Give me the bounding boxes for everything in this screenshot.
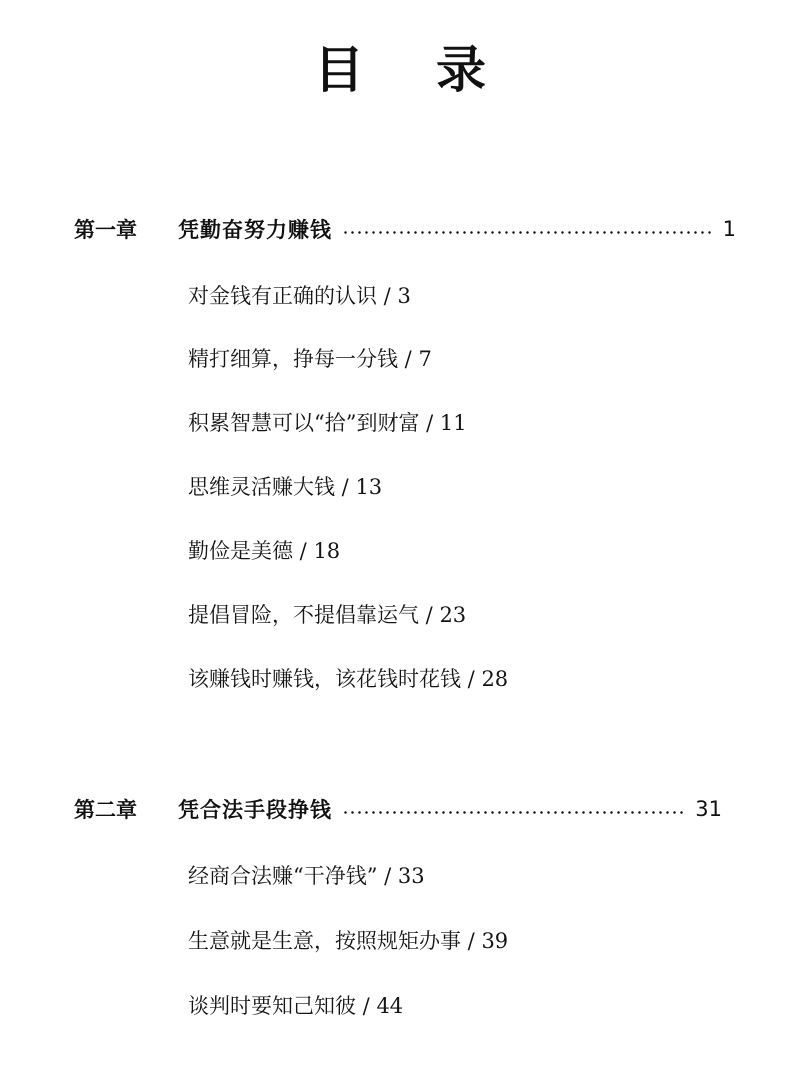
chapter-title: 凭勤奋努力赚钱	[178, 218, 332, 242]
toc-entry[interactable]	[188, 664, 508, 694]
dot-leader	[342, 811, 687, 814]
entry-title: 积累智慧可以“拾”到财富	[188, 411, 420, 435]
entry-separator: /	[461, 929, 482, 953]
entry-separator: /	[398, 347, 419, 371]
entry-title: 提倡冒险，不提倡靠运气	[188, 603, 419, 627]
toc-entry[interactable]	[188, 344, 432, 374]
chapter-heading[interactable]	[74, 214, 736, 244]
entry-title: 生意就是生意，按照规矩办事	[188, 929, 461, 953]
toc-entry[interactable]	[188, 861, 425, 891]
entry-page-number: 33	[397, 864, 425, 888]
page-title	[0, 40, 800, 100]
entry-separator: /	[461, 667, 482, 691]
toc-entry[interactable]	[188, 536, 340, 566]
chapter-page-number: 1	[722, 217, 736, 241]
entry-title: 该赚钱时赚钱，该花钱时花钱	[188, 667, 461, 691]
entry-title: 谈判时要知己知彼	[188, 994, 356, 1018]
entry-title: 勤俭是美德	[188, 539, 293, 563]
entry-page-number: 13	[355, 475, 383, 499]
entry-separator: /	[293, 539, 314, 563]
chapter-page-number: 31	[695, 797, 722, 821]
entry-page-number: 18	[313, 539, 341, 563]
entry-separator: /	[419, 411, 440, 435]
entry-page-number: 11	[439, 411, 467, 435]
entry-title: 精打细算，挣每一分钱	[188, 347, 398, 371]
entry-page-number: 7	[418, 347, 432, 371]
entry-page-number: 3	[397, 284, 411, 308]
toc-entry[interactable]	[188, 408, 467, 438]
entry-title: 思维灵活赚大钱	[188, 475, 335, 499]
chapter-heading[interactable]	[74, 794, 722, 824]
entry-page-number: 39	[481, 929, 509, 953]
entry-title: 经商合法赚“干净钱”	[188, 864, 378, 888]
entry-page-number: 23	[439, 603, 467, 627]
page-title-char: 录	[436, 41, 486, 99]
chapter-number: 第二章	[74, 798, 137, 822]
toc-entry[interactable]	[188, 472, 382, 502]
entry-separator: /	[377, 864, 398, 888]
dot-leader	[342, 231, 715, 234]
entry-title: 对金钱有正确的认识	[188, 284, 377, 308]
toc-entry[interactable]	[188, 281, 411, 311]
entry-separator: /	[377, 284, 398, 308]
entry-separator: /	[335, 475, 356, 499]
toc-entry[interactable]	[188, 926, 508, 956]
entry-page-number: 44	[376, 994, 404, 1018]
chapter-title: 凭合法手段挣钱	[178, 798, 332, 822]
chapter-number: 第一章	[74, 218, 137, 242]
entry-separator: /	[356, 994, 377, 1018]
entry-page-number: 28	[481, 667, 509, 691]
toc-entry[interactable]	[188, 991, 403, 1021]
entry-separator: /	[419, 603, 440, 627]
page-title-char: 目	[314, 41, 364, 99]
toc-entry[interactable]	[188, 600, 466, 630]
